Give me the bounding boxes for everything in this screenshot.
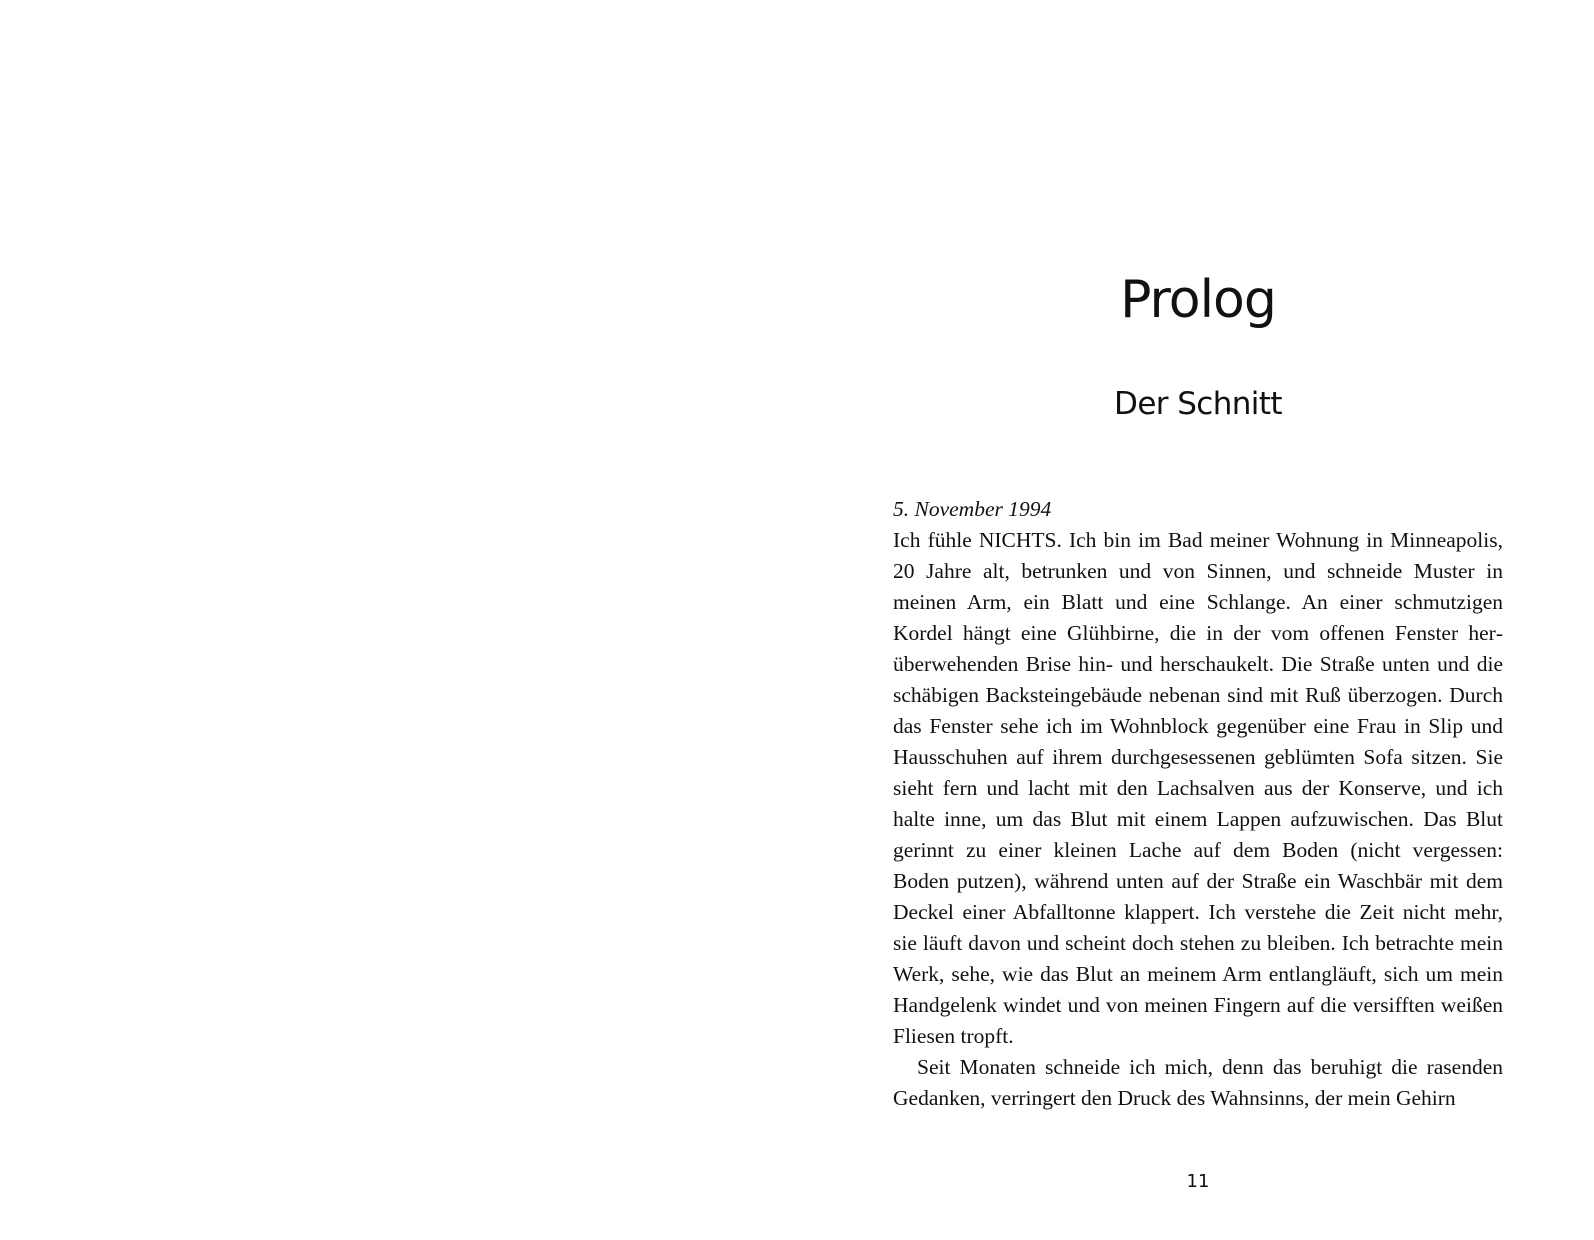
body-text [893, 494, 1503, 1114]
chapter-title: Prolog [1120, 270, 1276, 330]
paragraph-2: Seit Monaten schneide ich mich, denn das beruhigt die rasenden Gedanken, verringert den Druck des Wahnsinns, der mein Gehirn [893, 1055, 1503, 1110]
page-number: 11 [1186, 1171, 1210, 1192]
date-line: 5. November 1994 [893, 497, 1052, 521]
chapter-subtitle: Der Schnitt [1114, 386, 1282, 422]
paragraph-1: Ich fühle NICHTS. Ich bin im Bad meiner Wohnung in Minneapolis, 20 Jahre alt, betrunken und von Sinnen, und schneide Muster in meinen Arm, ein Blatt und eine Schlange. An einer schmutzigen Kordel hängt eine Glühbirne, die in der vom offenen Fenster herüberwehenden Brise hin- und herschaukelt. Die Straße unten und die schäbigen Backsteingebäude nebenan sind mit Ruß überzogen. Durch das Fenster sehe ich im Wohnblock gegenüber eine Frau in Slip und Hausschuhen auf ihrem durchgesessenen geblümten Sofa sitzen. Sie sieht fern und lacht mit den Lachsalven aus der Konserve, und ich halte inne, um das Blut mit einem Lappen aufzuwischen. Das Blut gerinnt zu einer kleinen Lache auf dem Boden (nicht vergessen: Boden putzen), während unten auf der Straße ein Waschbär mit dem Deckel einer Abfalltonne klappert. Ich verstehe die Zeit nicht mehr, sie läuft davon und scheint doch stehen zu bleiben. Ich betrachte mein Werk, sehe, wie das Blut an meinem Arm entlangläuft, sich um mein Handgelenk windet und von meinen Fingern auf die versifften weißen Fliesen tropft. [893, 528, 1503, 1048]
